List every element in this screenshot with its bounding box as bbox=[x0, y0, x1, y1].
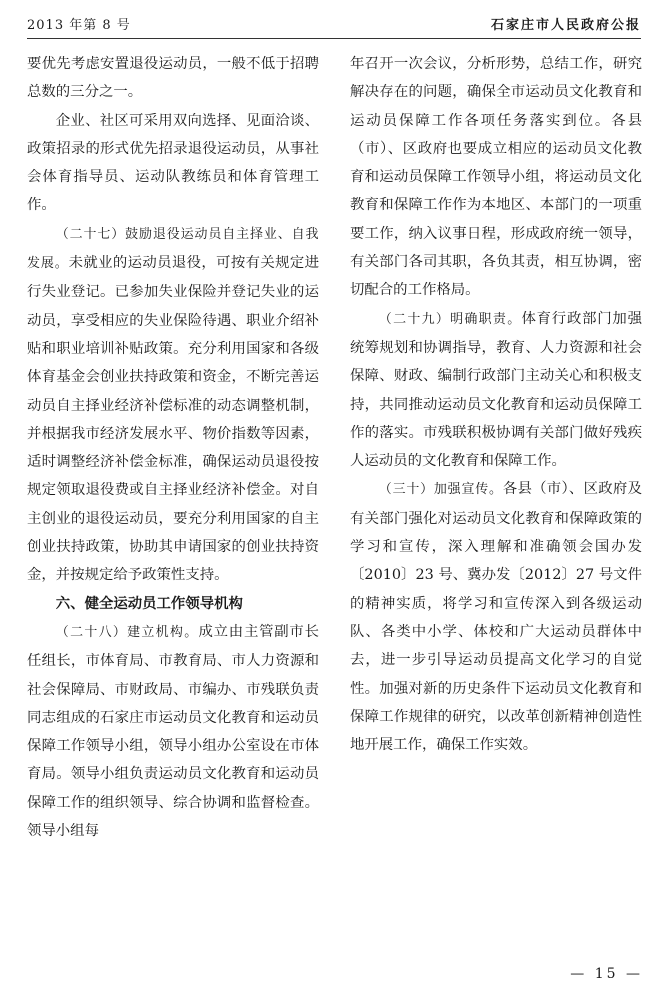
clause-label: （三十）加强宣传。 bbox=[378, 482, 503, 498]
paragraph-28 bbox=[27, 618, 319, 845]
clause-label: （二十八）建立机构。 bbox=[55, 624, 199, 640]
page-number: — 15 — bbox=[570, 966, 643, 982]
left-column bbox=[27, 50, 319, 845]
header-rule bbox=[27, 38, 641, 39]
paragraph-30 bbox=[350, 475, 642, 759]
page-header bbox=[27, 8, 641, 32]
paragraph-29 bbox=[350, 305, 642, 476]
paragraph: 企业、社区可采用双向选择、见面洽谈、政策招录的形式优先招录退役运动员，从事社会体育指导员、运动队教练员和体育管理工作。 bbox=[27, 112, 319, 214]
paragraph: 要优先考虑安置退役运动员，一般不低于招聘总数的三分之一。 bbox=[27, 56, 319, 101]
clause-text: 各县（市）、区政府及有关部门强化对运动员文化教育和保障政策的学习和宣传，深入理解和准确领会国办发〔2010〕23 号、冀办发〔2012〕27 号文件的精神实质，将学习和宣传深入到各级运动队、各类中小学、体校和广大运动员群体中去，进一步引导运动员提高文化学习的自觉性。加强对新的历史条件下运动员文化教育和保障工作规律的研究，以改革创新精神创造性地开展工作，确保工作实效。 bbox=[350, 481, 642, 754]
paragraph: 年召开一次会议，分析形势，总结工作，研究解决存在的问题，确保全市运动员文化教育和运动员保障工作各项任务落实到位。各县（市）、区政府也要成立相应的运动员文化教育和运动员保障工作领导小组，将运动员文化教育和保障工作作为本地区、本部门的一项重要工作，纳入议事日程，形成政府统一领导，有关部门各司其职，各负其责，相互协调，密切配合的工作格局。 bbox=[350, 56, 642, 299]
paragraph-27 bbox=[27, 220, 319, 590]
section-heading: 六、健全运动员工作领导机构 bbox=[55, 595, 243, 612]
clause-text: 未就业的运动员退役，可按有关规定进行失业登记。已参加失业保险并登记失业的运动员，享受相应的失业保险待遇、职业介绍补贴和职业培训补贴政策。充分利用国家和各级体育基金会创业扶持政策和资金，不断完善运动员自主择业经济补偿标准的动态调整机制，并根据我市经济发展水平、物价指数等因素，适时调整经济补偿金标准，确保运动员退役按规定领取退役费或自主择业经济补偿金。对自主创业的退役运动员，要充分利用国家的自主创业扶持政策，协助其申请国家的创业扶持资金，并按规定给予政策性支持。 bbox=[27, 255, 319, 584]
right-column bbox=[350, 50, 642, 759]
clause-label: （二十九）明确职责。 bbox=[378, 311, 522, 327]
clause-text: 成立由主管副市长任组长，市体育局、市教育局、市人力资源和社会保障局、市财政局、市编办、市残联负责同志组成的石家庄市运动员文化教育和运动员保障工作领导小组，领导小组办公室设在市体育局。领导小组负责运动员文化教育和运动员保障工作的组织领导、综合协调和监督检查。领导小组每 bbox=[27, 623, 319, 840]
issue-label: 2013 年第 8 号 bbox=[27, 18, 131, 33]
clause-text: 体育行政部门加强统筹规划和协调指导，教育、人力资源和社会保障、财政、编制行政部门主动关心和积极支持，共同推动运动员文化教育和运动员保障工作的落实。市残联积极协调有关部门做好残疾人运动员的文化教育和保障工作。 bbox=[350, 310, 642, 470]
clause-label: （二十七）鼓励退役运动员自主择业、自我发展。 bbox=[27, 226, 319, 272]
publication-title: 石家庄市人民政府公报 bbox=[490, 18, 641, 33]
